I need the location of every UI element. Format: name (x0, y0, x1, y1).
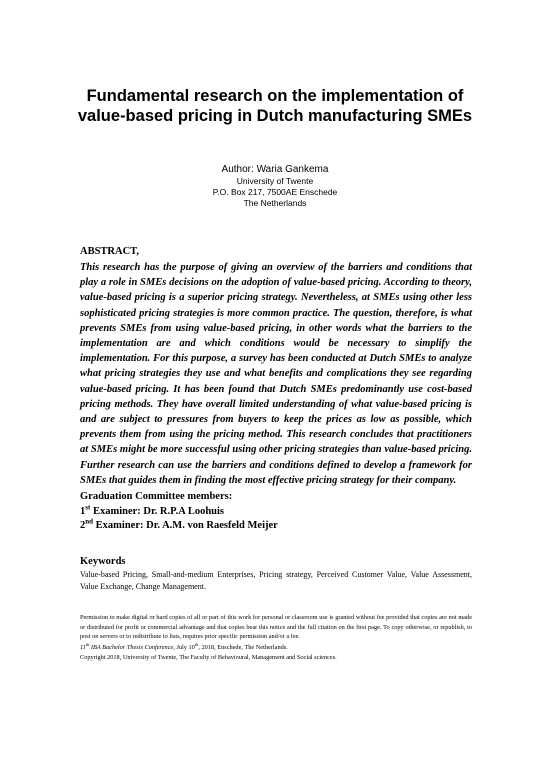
keywords-heading: Keywords (80, 556, 126, 567)
affiliation-line: P.O. Box 217, 7500AE Enschede (212, 187, 338, 197)
author-block (100, 163, 450, 209)
committee-block (80, 490, 278, 534)
copyright-line: Copyright 2018, University of Twente, The Faculty of Behavioural, Management and Social sciences. (80, 653, 337, 661)
conference-line: 11th IBA Bachelor Thesis Conference, July 10th, 2018, Enschede, The Netherlands. (80, 641, 288, 651)
permission-notice: Permission to make digital or hard copies of all or part of this work for personal or classroom use is granted without fee provided that copies are not made or distributed for profit or commercial advantage and that copies bear this notice and the full citation on the first page. To copy otherwise, or republish, to post on servers or to redistribute to lists, requires prior specific permission and/or a fee. (80, 614, 472, 640)
abstract-text: This research has the purpose of giving an overview of the barriers and conditions that play a role in SMEs decisions on the adoption of value-based pricing. According to theory, value-based pricing is a superior pricing strategy. Nevertheless, at SMEs using other less sophisticated pricing strategies is more common practice. The question, therefore, is what prevents SMEs from using value-based pricing, in other words what the barriers to the implementation are and which conditions would be necessary to simplify the implementation. For this purpose, a survey has been conducted at Dutch SMEs to analyze what pricing strategies they use and what benefits and complications they see regarding value-based pricing. It has been found that Dutch SMEs predominantly use cost-based pricing methods. They have overall limited understanding of what value-based pricing is and are subject to pressures from buyers to keep the prices as low as possible, which prevents them from using the pricing method. This research concludes that practitioners at SMEs might be more successful using other pricing strategies than value-based pricing. Further research can use the barriers and conditions defined to develop a framework for SMEs that guides them in finding the most effective pricing strategy for their company. (80, 262, 472, 486)
keywords-text: Value-based Pricing, Small-and-medium Enterprises, Pricing strategy, Perceived Customer Value, Value Assessment, Value Exchange, Change Management. (80, 570, 472, 591)
paper-title: Fundamental research on the implementation of value-based pricing in Dutch manufacturing SMEs (77, 87, 473, 125)
author-name: Author: Waria Gankema (221, 164, 329, 175)
examiner-second: 2nd Examiner: Dr. A.M. von Raesfeld Meijer (80, 517, 278, 531)
affiliation-line: The Netherlands (243, 198, 307, 208)
abstract-heading: ABSTRACT, (80, 246, 140, 257)
committee-heading: Graduation Committee members: (80, 491, 233, 502)
examiner-first: 1st Examiner: Dr. R.P.A Loohuis (80, 503, 225, 517)
affiliation-line: University of Twente (236, 176, 314, 186)
conference-block (80, 643, 480, 662)
